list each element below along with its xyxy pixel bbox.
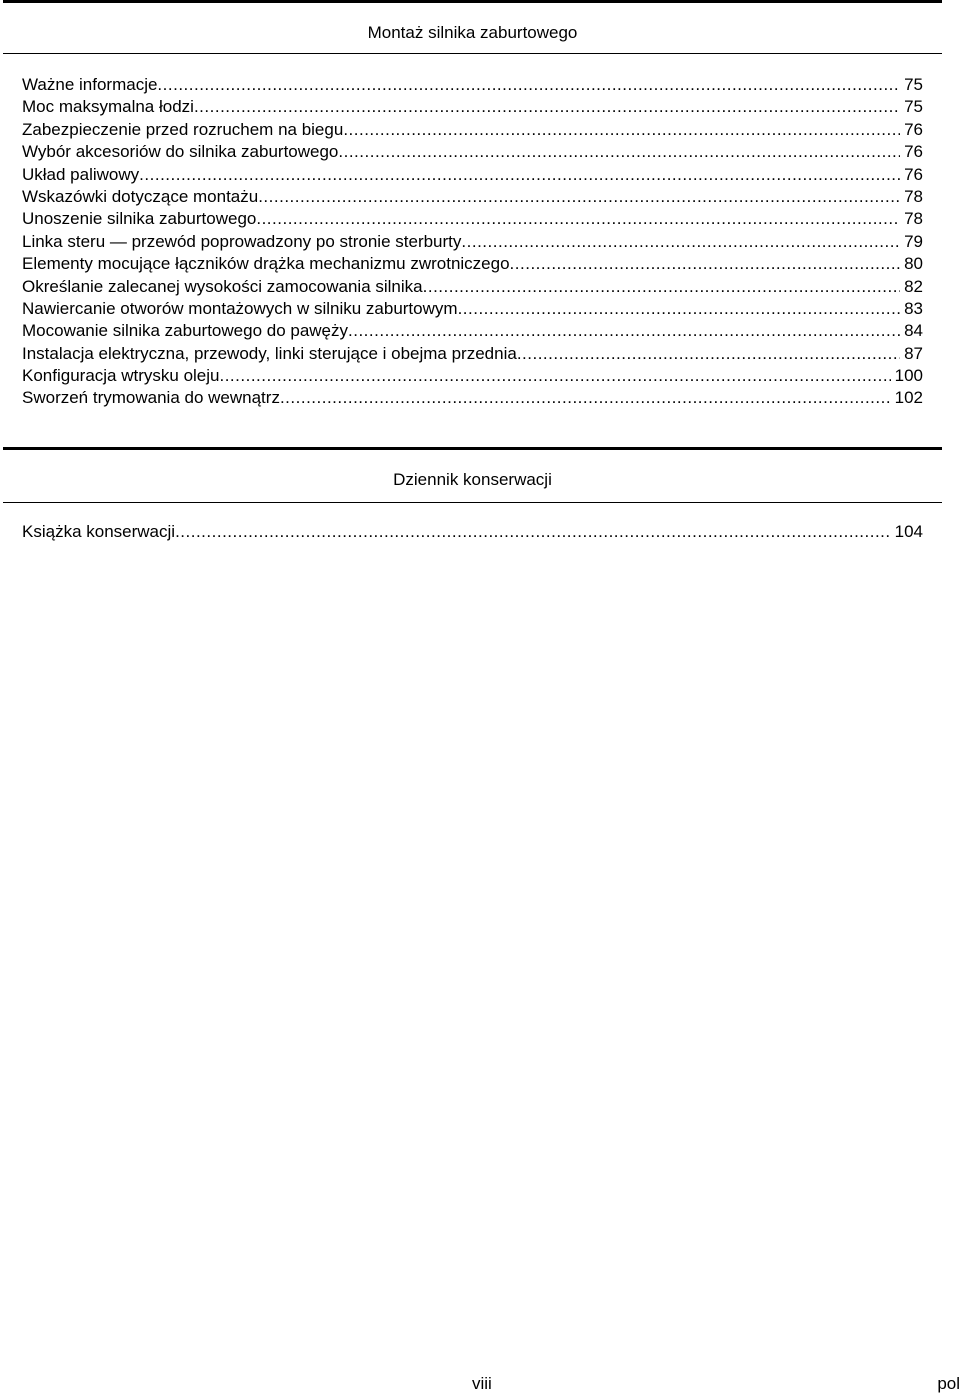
dot-leader (194, 96, 900, 118)
dot-leader (343, 119, 900, 141)
dot-leader (258, 186, 900, 208)
toc-entry-page: 75 (904, 75, 923, 94)
toc-entry[interactable] (22, 74, 923, 96)
toc-entry[interactable] (22, 387, 923, 409)
dot-leader (256, 208, 900, 230)
toc-entry[interactable] (22, 231, 923, 253)
dot-leader (139, 164, 900, 186)
page-number: viii (472, 1374, 492, 1393)
toc-entry[interactable] (22, 208, 923, 230)
toc-entry-title: Ważne informacje (22, 75, 158, 94)
section-title: Dziennik konserwacji (393, 470, 552, 489)
toc-entry-page: 75 (904, 97, 923, 117)
toc-entry-page: 78 (904, 209, 923, 229)
toc-entry[interactable] (22, 186, 923, 208)
toc-entry-title: Książka konserwacji (22, 522, 176, 541)
dot-leader (517, 343, 900, 365)
toc-entry-title: Instalacja elektryczna, przewody, linki sterujące i obejma przednia (22, 343, 517, 363)
language-code: pol (937, 1374, 960, 1393)
toc-entry[interactable] (22, 365, 923, 387)
toc-entry[interactable] (22, 521, 923, 543)
toc-entry-page: 80 (904, 254, 923, 274)
dot-leader (461, 231, 900, 253)
dot-leader (423, 276, 900, 298)
toc-entry-title: Układ paliwowy (22, 164, 140, 184)
dot-leader (458, 298, 901, 320)
toc-entry-page: 76 (904, 142, 923, 162)
toc-list (22, 521, 923, 543)
toc-entry-page: 84 (904, 321, 923, 341)
dot-leader (157, 74, 900, 96)
toc-entry-page: 104 (894, 522, 923, 541)
toc-entry-title: Zabezpieczenie przed rozruchem na biegu (22, 119, 344, 139)
toc-entry-title: Linka steru — przewód poprowadzony po stronie sterburty (22, 231, 462, 251)
toc-entry-title: Określanie zalecanej wysokości zamocowania silnika (22, 276, 423, 296)
toc-entry-title: Elementy mocujące łączników drążka mechanizmu zwrotniczego (22, 254, 510, 274)
toc-entry[interactable] (22, 96, 923, 118)
toc-entry-title: Sworzeń trymowania do wewnątrz (22, 388, 280, 408)
toc-entry-title: Moc maksymalna łodzi (22, 97, 194, 117)
dot-leader (219, 365, 890, 387)
dot-leader (338, 141, 900, 163)
dot-leader (510, 253, 901, 275)
toc-entry-page: 102 (894, 388, 923, 408)
dot-leader (280, 387, 891, 409)
dot-leader (175, 521, 891, 543)
section-title: Montaż silnika zaburtowego (367, 23, 578, 42)
toc-entry[interactable] (22, 253, 923, 275)
toc-entry-title: Konfiguracja wtrysku oleju (22, 366, 220, 386)
toc-entry[interactable] (22, 141, 923, 163)
toc-entry[interactable] (22, 320, 923, 342)
toc-entry-page: 100 (894, 366, 923, 386)
toc-entry-title: Nawiercanie otworów montażowych w silniku zaburtowym (22, 298, 458, 318)
toc-entry-page: 76 (904, 119, 923, 139)
toc-entry-title: Mocowanie silnika zaburtowego do pawęży (22, 321, 349, 341)
toc-entry[interactable] (22, 164, 923, 186)
toc-entry-page: 76 (904, 164, 923, 184)
toc-entry[interactable] (22, 276, 923, 298)
toc-entry[interactable] (22, 119, 923, 141)
toc-entry-title: Wybór akcesoriów do silnika zaburtowego (22, 142, 339, 162)
toc-entry[interactable] (22, 343, 923, 365)
toc-list (22, 74, 923, 410)
toc-entry-title: Unoszenie silnika zaburtowego (22, 209, 257, 229)
toc-entry-page: 87 (904, 343, 923, 363)
dot-leader (348, 320, 900, 342)
toc-entry-page: 82 (904, 276, 923, 296)
toc-entry-page: 78 (904, 186, 923, 206)
toc-entry[interactable] (22, 298, 923, 320)
toc-entry-page: 83 (904, 298, 923, 318)
toc-entry-title: Wskazówki dotyczące montażu (22, 186, 259, 206)
toc-entry-page: 79 (904, 231, 923, 251)
